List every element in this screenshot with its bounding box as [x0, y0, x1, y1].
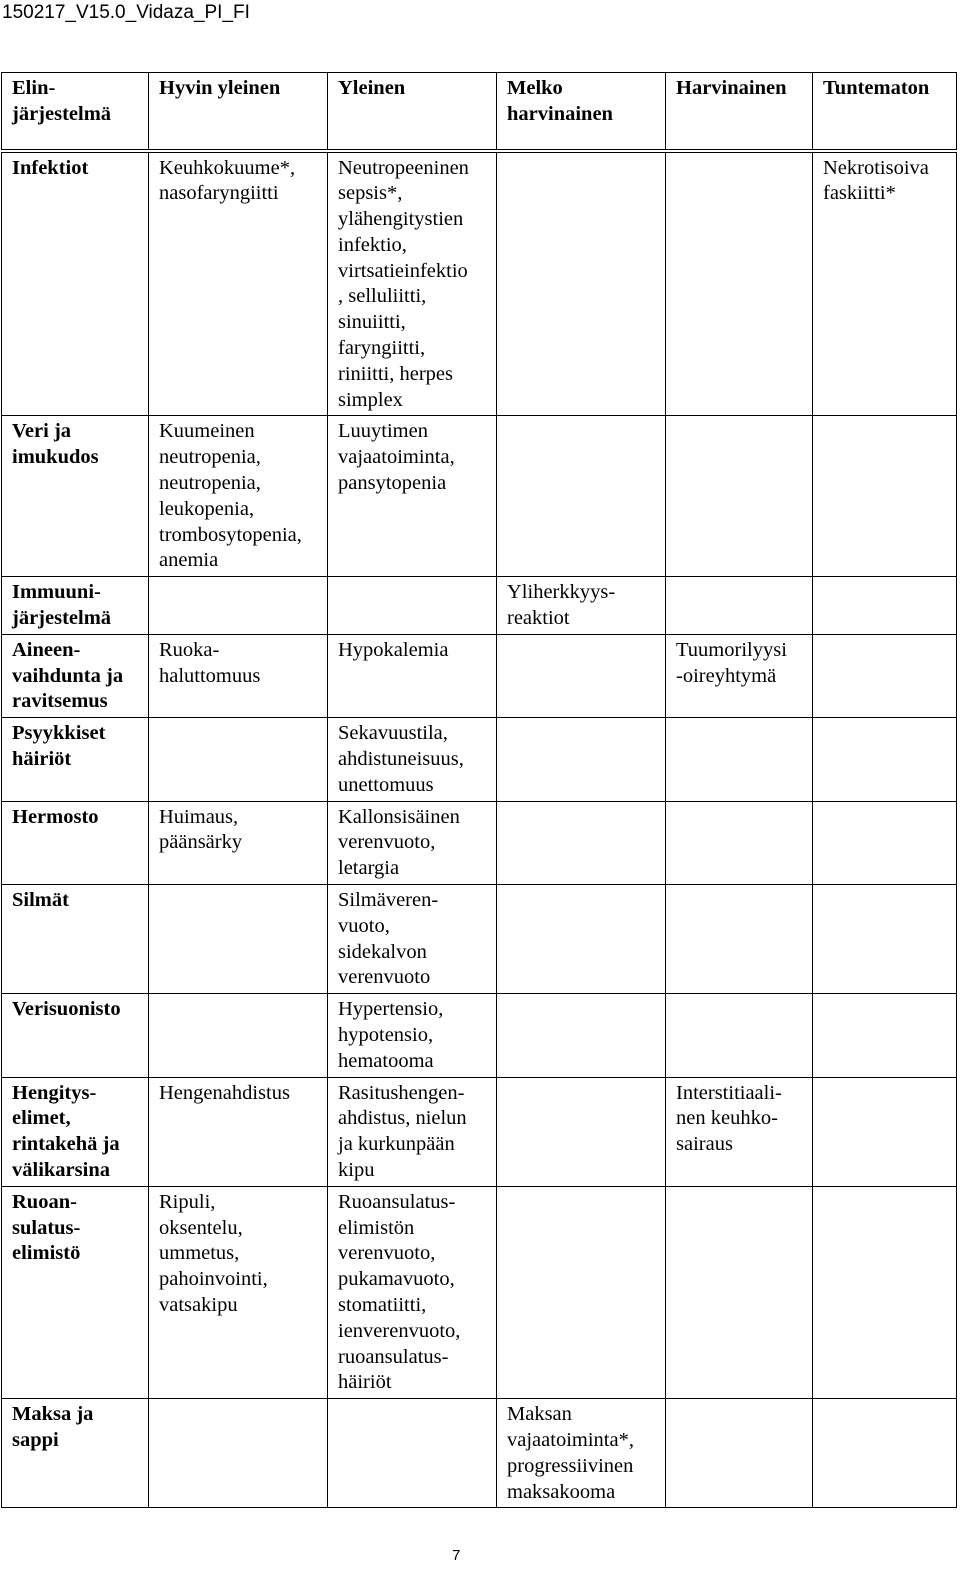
- uncommon-cell: [497, 801, 666, 884]
- very-common-cell: [149, 718, 328, 801]
- very-common-cell: Ruoka- haluttomuus: [149, 634, 328, 717]
- uncommon-cell: Yliherkkyys- reaktiot: [497, 577, 666, 635]
- unknown-cell: [813, 634, 957, 717]
- header-organ-class: Elin- järjestelmä: [2, 73, 149, 151]
- very-common-cell: Hengenahdistus: [149, 1077, 328, 1186]
- table-row: [2, 634, 957, 717]
- uncommon-cell: Maksan vajaatoiminta*, progressiivinen maksakooma: [497, 1399, 666, 1508]
- header-unknown: Tuntematon: [813, 73, 957, 151]
- header-common: Yleinen: [328, 73, 497, 151]
- table-row: [2, 994, 957, 1077]
- document-header: 150217_V15.0_Vidaza_PI_FI: [2, 2, 250, 23]
- common-cell: [328, 577, 497, 635]
- organ-class-cell: Verisuonisto: [2, 994, 149, 1077]
- rare-cell: [666, 801, 813, 884]
- organ-class-cell: Silmät: [2, 885, 149, 994]
- uncommon-cell: [497, 151, 666, 416]
- uncommon-cell: [497, 1077, 666, 1186]
- rare-cell: [666, 994, 813, 1077]
- very-common-cell: [149, 577, 328, 635]
- rare-cell: Interstitiaali- nen keuhko- sairaus: [666, 1077, 813, 1186]
- table-row: [2, 1186, 957, 1398]
- very-common-cell: Keuhkokuume*, nasofaryngiitti: [149, 151, 328, 416]
- organ-class-cell: Maksa ja sappi: [2, 1399, 149, 1508]
- unknown-cell: [813, 1186, 957, 1398]
- common-cell: Rasitushengen- ahdistus, nielun ja kurkunpään kipu: [328, 1077, 497, 1186]
- header-very-common: Hyvin yleinen: [149, 73, 328, 151]
- organ-class-cell: Veri ja imukudos: [2, 416, 149, 577]
- table-row: [2, 885, 957, 994]
- unknown-cell: [813, 718, 957, 801]
- organ-class-cell: Infektiot: [2, 151, 149, 416]
- common-cell: Luuytimen vajaatoiminta, pansytopenia: [328, 416, 497, 577]
- uncommon-cell: [497, 416, 666, 577]
- organ-class-cell: Aineen- vaihdunta ja ravitsemus: [2, 634, 149, 717]
- header-rare: Harvinainen: [666, 73, 813, 151]
- organ-class-cell: Ruoan- sulatus- elimistö: [2, 1186, 149, 1398]
- uncommon-cell: [497, 994, 666, 1077]
- table-row: [2, 577, 957, 635]
- rare-cell: [666, 718, 813, 801]
- table-row: [2, 151, 957, 416]
- unknown-cell: [813, 1077, 957, 1186]
- common-cell: Hypokalemia: [328, 634, 497, 717]
- common-cell: Neutropeeninen sepsis*, ylähengitystien infektio, virtsatieinfektio , selluliitti, sinuiitti, faryngiitti, riniitti, herpes simplex: [328, 151, 497, 416]
- rare-cell: [666, 577, 813, 635]
- very-common-cell: Ripuli, oksentelu, ummetus, pahoinvointi, vatsakipu: [149, 1186, 328, 1398]
- header-uncommon: Melko harvinainen: [497, 73, 666, 151]
- table-row: [2, 718, 957, 801]
- page-number: 7: [452, 1547, 461, 1564]
- unknown-cell: Nekrotisoiva faskiitti*: [813, 151, 957, 416]
- table-row: [2, 801, 957, 884]
- unknown-cell: [813, 1399, 957, 1508]
- organ-class-cell: Psyykkiset häiriöt: [2, 718, 149, 801]
- very-common-cell: [149, 994, 328, 1077]
- rare-cell: [666, 1186, 813, 1398]
- adverse-reactions-table: [1, 72, 957, 1508]
- organ-class-cell: Hengitys- elimet, rintakehä ja välikarsina: [2, 1077, 149, 1186]
- rare-cell: [666, 151, 813, 416]
- uncommon-cell: [497, 718, 666, 801]
- common-cell: Hypertensio, hypotensio, hematooma: [328, 994, 497, 1077]
- common-cell: Sekavuustila, ahdistuneisuus, unettomuus: [328, 718, 497, 801]
- table-row: [2, 1077, 957, 1186]
- table-row: [2, 416, 957, 577]
- unknown-cell: [813, 577, 957, 635]
- rare-cell: [666, 416, 813, 577]
- uncommon-cell: [497, 885, 666, 994]
- rare-cell: [666, 885, 813, 994]
- very-common-cell: Kuumeinen neutropenia, neutropenia, leukopenia, trombosytopenia, anemia: [149, 416, 328, 577]
- rare-cell: Tuumorilyysi -oireyhtymä: [666, 634, 813, 717]
- common-cell: Silmäveren- vuoto, sidekalvon verenvuoto: [328, 885, 497, 994]
- unknown-cell: [813, 994, 957, 1077]
- rare-cell: [666, 1399, 813, 1508]
- table-row: [2, 1399, 957, 1508]
- uncommon-cell: [497, 634, 666, 717]
- uncommon-cell: [497, 1186, 666, 1398]
- unknown-cell: [813, 801, 957, 884]
- common-cell: Kallonsisäinen verenvuoto, letargia: [328, 801, 497, 884]
- very-common-cell: [149, 1399, 328, 1508]
- very-common-cell: Huimaus, päänsärky: [149, 801, 328, 884]
- common-cell: Ruoansulatus- elimistön verenvuoto, pukamavuoto, stomatiitti, ienverenvuoto, ruoansulatus- häiriöt: [328, 1186, 497, 1398]
- unknown-cell: [813, 885, 957, 994]
- organ-class-cell: Immuuni- järjestelmä: [2, 577, 149, 635]
- very-common-cell: [149, 885, 328, 994]
- organ-class-cell: Hermosto: [2, 801, 149, 884]
- unknown-cell: [813, 416, 957, 577]
- table-header-row: [2, 73, 957, 151]
- common-cell: [328, 1399, 497, 1508]
